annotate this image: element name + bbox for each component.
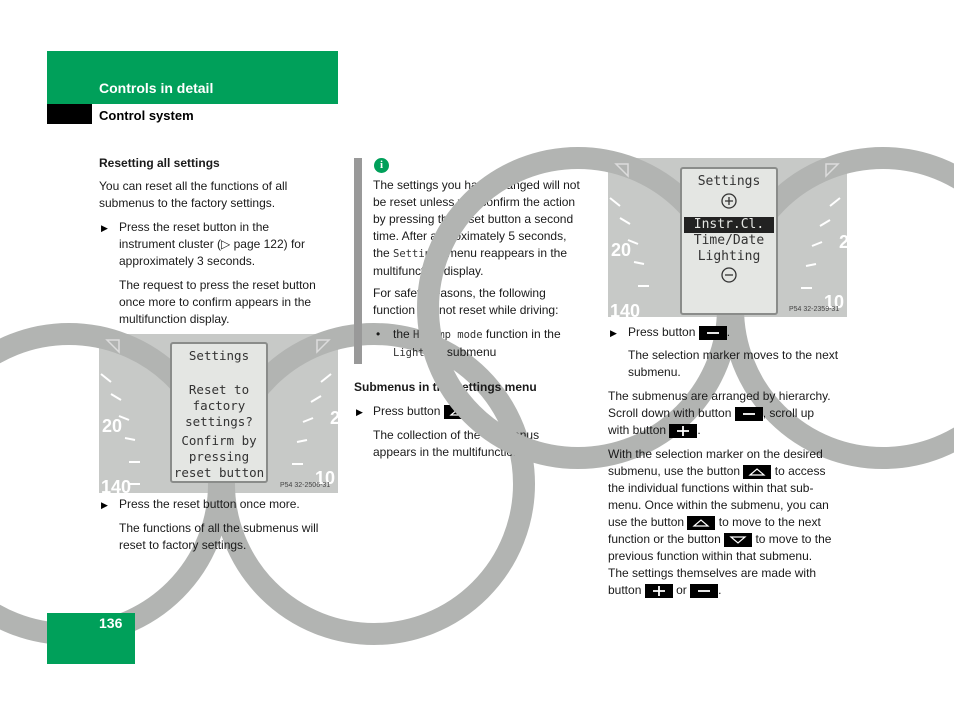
subsection-marker	[47, 104, 92, 124]
info-paragraph-1: The settings you have changed will not be reset unless you confirm the action by pressing the reset button a second time. After approximately 5 seconds, the Settings menu reappears in the multifunction display.	[373, 178, 580, 278]
instrument-cluster-settings-image	[608, 158, 850, 321]
info-icon: i	[374, 158, 389, 173]
left-step1-result: The request to press the reset button once more to confirm appears in the multifunction display.	[119, 278, 316, 326]
gauge-label-140: 140	[101, 477, 132, 497]
button-up-icon	[687, 516, 715, 530]
page-number: 136	[99, 615, 123, 631]
gauge-label-20: 20	[611, 240, 632, 260]
info-sidebar	[354, 158, 362, 364]
bullet-icon: •	[376, 327, 381, 341]
left-step2-result: The functions of all the submenus will reset to factory settings.	[119, 521, 319, 552]
gauge-label-140: 140	[610, 301, 641, 321]
step-arrow-icon: ▶	[101, 223, 108, 233]
display-item: Time/Date	[693, 233, 765, 248]
gauge-label-2: 2	[839, 232, 850, 252]
middle-step: Press button .	[373, 404, 476, 418]
button-plus-icon	[645, 584, 673, 598]
middle-heading: Submenus in the Settings menu	[354, 380, 537, 394]
display-item: Lighting	[697, 249, 761, 264]
right-step-result: The selection marker moves to the next submenu.	[628, 348, 839, 379]
instrument-cluster-reset-image	[99, 334, 341, 497]
multifunction-display	[680, 167, 778, 315]
image-code: P54 32-2506-31	[280, 482, 331, 489]
button-up-icon	[743, 465, 771, 479]
step-arrow-icon: ▶	[356, 407, 363, 417]
right-step: Press button .	[628, 325, 731, 339]
gauge-label-2: 2	[330, 408, 341, 428]
button-minus-icon	[699, 326, 727, 340]
display-title: Settings	[697, 174, 761, 189]
left-heading: Resetting all settings	[99, 156, 220, 170]
button-down-icon	[724, 533, 752, 547]
info-bullet: the Hdlamp mode function in the Lighting submenu	[393, 327, 561, 359]
minus-circle-icon	[720, 266, 738, 284]
header-bar	[47, 51, 338, 104]
right-paragraph-1: The submenus are arranged by hierarchy. Scroll down with button , scroll up with button .	[608, 389, 831, 437]
subsection-title: Control system	[99, 108, 194, 123]
left-intro: You can reset all the functions of all submenus to the factory settings.	[99, 179, 288, 210]
info-paragraph-2: For safety reasons, the following function are not reset while driving:	[373, 286, 559, 317]
left-step1: Press the reset button in the instrument cluster (▷ page 122) for approximately 3 seconds.	[119, 220, 305, 268]
gauge-label-10: 10	[315, 468, 336, 488]
right-paragraph-2: With the selection marker on the desired submenu, use the button to access the individual functions within that sub- menu. Once within the submenu, you can use the button to move to the next function or the button to move to the previous function within that submenu. The settings themselves are made with button or .	[608, 447, 832, 597]
image-code: P54 32-2359-31	[789, 306, 840, 313]
button-plus-icon	[669, 424, 697, 438]
gauge-label-10: 10	[824, 292, 845, 312]
button-minus-icon	[735, 407, 763, 421]
multifunction-display: Settings Reset to factory settings? Confirm by pressing reset button	[170, 342, 268, 483]
button-minus-icon	[690, 584, 718, 598]
plus-circle-icon	[720, 192, 738, 210]
display-item-selected: Instr.Cl.	[684, 217, 774, 233]
gauge-label-20: 20	[102, 416, 123, 436]
section-title: Controls in detail	[99, 80, 214, 96]
step-arrow-icon: ▶	[101, 500, 108, 510]
middle-step-result: The collection of the submenus appears in the multifunction display.	[373, 428, 563, 459]
left-step2: Press the reset button once more.	[119, 497, 300, 511]
step-arrow-icon: ▶	[610, 328, 617, 338]
